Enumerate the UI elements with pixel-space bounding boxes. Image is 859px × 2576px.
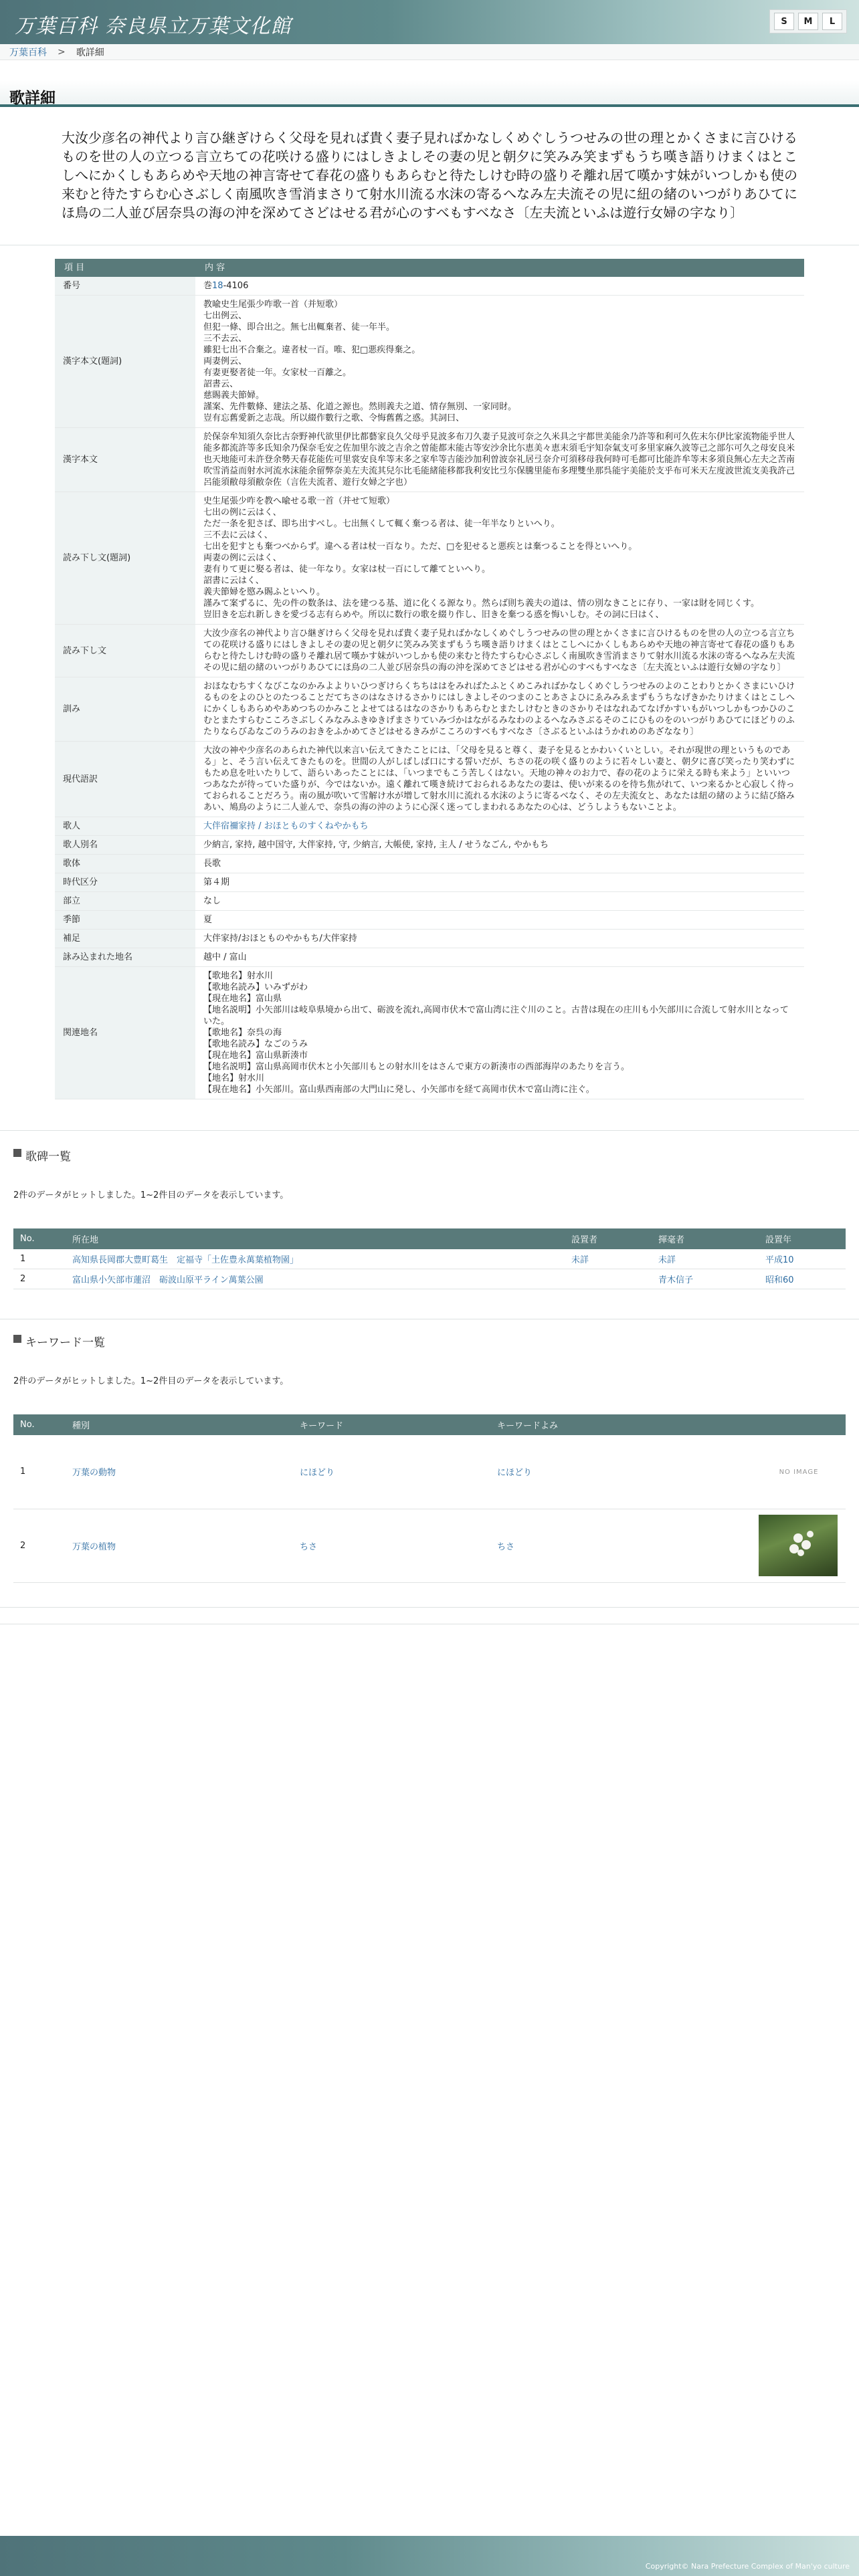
detail-value: なし <box>195 892 804 911</box>
detail-row <box>55 930 804 948</box>
detail-row <box>55 836 804 855</box>
breadcrumb-current: 歌詳細 <box>76 47 104 58</box>
detail-row <box>55 296 804 428</box>
kahi-col-writer: 揮毫者 <box>652 1228 759 1249</box>
detail-row <box>55 892 804 911</box>
detail-value: 史生尾張少咋を教へ喩せる歌一首（并せて短歌） 七出の例に云はく、 ただ一条を犯さば、即ち出すべし。七出無くして輒く棄つる者は、徒一年半なりといへり。 三不去に云はく、 七出を犯すとも棄つべからず。違へる者は杖一百なり。ただ、□を犯せると悪疾とは棄つることを得といへり。 両妻の例に云はく、 妻有りて更に娶る者は、徒一年なり。女家は杖一百にして離てといへり。 詔書に云はく、 義夫節婦を愍み賜ふといへり。 謹みて案ずるに、先の件の数条は、法を建つる基、道に化くる源なり。然らば則ち義夫の道は、情の別なきことに存り、一家は財を同じくす。 豈旧きを忘れ新しきを愛づる志有らめや。所以に数行の歌を綴り作し、旧きを棄つる惑を悔いしむ。その詞に曰はく、 <box>195 492 804 625</box>
kahi-year-link[interactable]: 昭和60 <box>765 1275 794 1285</box>
detail-value: 【歌地名】射水川 【歌地名読み】いみずがわ 【現在地名】富山県 【地名説明】小矢部川は岐阜県境から出て、砺波を流れ,高岡市伏木で富山湾に注ぐ川のこと。古昔は現在の庄川も小矢部川に合流して射水川となっていた。 【歌地名】奈呉の海 【歌地名読み】なごのうみ 【現在地名】富山県新湊市 【地名説明】富山県高岡市伏木と小矢部川もとの射水川をはさんで東方の新湊市の西部海岸のあたりを言う。 【地名】射水川 【現在地名】小矢部川。富山県西南部の大門山に発し、小矢部市を経て高岡市伏木で富山湾に注ぐ。 <box>195 967 804 1099</box>
detail-value: 越中 / 富山 <box>195 948 804 967</box>
poet-link[interactable]: 大伴宿禰家持 / おほとものすくねやかもち <box>203 821 369 831</box>
detail-label: 関連地名 <box>55 967 195 1099</box>
detail-header-content: 内 容 <box>195 259 804 277</box>
detail-label: 番号 <box>55 277 195 296</box>
plant-thumbnail-image[interactable] <box>759 1515 838 1576</box>
detail-table <box>55 259 804 1099</box>
detail-value: 大伴家持/おほとものやかもち/大伴家持 <box>195 930 804 948</box>
font-size-medium-button[interactable]: M <box>798 13 818 30</box>
kahi-section <box>0 1131 859 1289</box>
detail-label: 読み下し文 <box>55 625 195 677</box>
keyword-table <box>13 1414 846 1583</box>
table-row <box>13 1435 846 1509</box>
detail-section <box>0 245 859 1130</box>
keyword-link[interactable]: ちさ <box>300 1541 318 1552</box>
keyword-section-title: キーワード一覧 <box>13 1333 846 1350</box>
detail-label: 季節 <box>55 911 195 930</box>
detail-value: 巻18-4106 <box>195 277 804 296</box>
detail-value: 大汝少彦名の神代より言ひ継ぎけらく父母を見れば貴く妻子見ればかなしくめぐしうつせみの世の理とかくさまに言ひけるものを世の人の立つる言立ちての花咲ける盛りにはしきよしその妻の児と朝夕に笑みみ笑まずもうち嘆き語りけまくはとこしへにかくしもあらめや天地の神言寄せて春花の盛りもあらむと待たしけむ時の盛りそ離れ居て嘆かす妹がいつしかも使の来むと待たすらむ心さぶしく南風吹き雪消まさりて射水川流る水沫の寄るへなみ左夫流その児に紐の緒のいつがりあひてにほ鳥の二人並び居奈呉の海の沖を深めてさどはせる君が心のすべもすべなさ〔左夫流といふは遊行女婦の字なり〕 <box>195 625 804 677</box>
detail-value: 長歌 <box>195 855 804 873</box>
poem-section <box>0 107 859 245</box>
detail-value: 於保奈牟知須久奈比古奈野神代欲里伊比都藝家良久父母乎見波多布刀久妻子見波可奈之久米具之宇都世美能余乃許等和利可久佐末尓伊比家流物能乎世人能多都流許等多氐知余乃保奈毛安之佐加里尓波之吉余之曽能都末能古等安沙余比尓恵美々恵末須毛宇知奈氣支可多里家麻久波等己之部尓可久之母安良米也天地能可未許登余勢天春花能佐可里裳安良牟等末多之家牟等吉能沙加利曽波奈礼居弖奈介可須移母我何時可毛都可比能許牟等末多須良無心左夫之苦南吹雪消益而射水河流水沫能余留弊奈美左夫流其兒尓比毛能緒能移都我利安比弖尓保騰里能布多理雙坐那呉能宇美能於支乎布可米天左度波世流支美我許己呂能須敝母須敝奈佐（言佐夫流者、遊行女婦之字也） <box>195 428 804 492</box>
detail-row <box>55 948 804 967</box>
detail-label: 詠み込まれた地名 <box>55 948 195 967</box>
detail-row <box>55 873 804 892</box>
detail-row <box>55 492 804 625</box>
keyword-hit-text: 2件のデータがヒットしました。1~2件目のデータを表示しています。 <box>13 1376 289 1386</box>
detail-value: 少納言, 家持, 越中国守, 大伴家持, 守, 少納言, 大帳使, 家持, 主人 / せうなごん, やかもち <box>195 836 804 855</box>
kahi-table <box>13 1228 846 1289</box>
kahi-no: 1 <box>13 1249 66 1269</box>
detail-header-item: 項 目 <box>55 259 195 277</box>
site-footer <box>0 2536 859 2576</box>
detail-label: 読み下し文(題詞) <box>55 492 195 625</box>
kahi-location-link[interactable]: 高知県長岡郡大豊町葛生 定福寺「土佐豊永萬葉植物園」 <box>72 1255 299 1265</box>
detail-row <box>55 677 804 742</box>
detail-label: 補足 <box>55 930 195 948</box>
detail-row <box>55 855 804 873</box>
kahi-setter <box>565 1269 652 1289</box>
kahi-col-no: No. <box>13 1228 66 1249</box>
font-size-large-button[interactable]: L <box>822 13 842 30</box>
keyword-no: 2 <box>13 1509 66 1582</box>
kahi-hit-text: 2件のデータがヒットしました。1~2件目のデータを表示しています。 <box>13 1190 289 1200</box>
kahi-year-link[interactable]: 平成10 <box>765 1255 794 1265</box>
breadcrumb-home-link[interactable]: 万葉百科 <box>9 47 47 58</box>
detail-row <box>55 625 804 677</box>
keyword-col-image <box>752 1414 846 1435</box>
keyword-col-no: No. <box>13 1414 66 1435</box>
detail-label: 歌人別名 <box>55 836 195 855</box>
table-row <box>13 1249 846 1269</box>
divider <box>0 1607 859 1608</box>
keyword-reading-link[interactable]: にほどり <box>497 1468 533 1479</box>
table-row <box>13 1269 846 1289</box>
detail-row <box>55 817 804 836</box>
kahi-no: 2 <box>13 1269 66 1289</box>
detail-value: 大汝の神や少彦名のあられた神代以来言い伝えてきたことには、「父母を見ると尊く、妻子を見るとかわいくいとしい。それが現世の理というものである」と、そう言い伝えてきたものを。世間の人がしばしば口にする誓いだが、ちさの花の咲く盛りのように若々しい妻と、朝夕に喜び笑ったり笑わずにもため息を吐いたりして、語らいあったことには、「いつまでもこう苦しくはない。天地の神々のお力で、春の花のように栄える時も来よう」といいつつあなたが待っていた盛りが、今ではないか。遠く離れて嘆き続けておられるあなたの妻は、使いが来るのを待ち焦がれて、いつ来るかと心寂しく待っておられることだろう。南の風が吹いて雪解け水が増して射水川に流れる水沫のように寄るべなく、その左夫流女と、あなたは紐の緒のように結び絡みあい、鳩鳥のように二人並んで、奈呉の海の沖のように心深く迷ってしまわれるあなたの心は、どうしようもないことよ。 <box>195 742 804 817</box>
keyword-type-link[interactable]: 万葉の植物 <box>72 1541 116 1552</box>
kahi-writer-link[interactable]: 青木信子 <box>658 1275 694 1285</box>
kahi-col-location: 所在地 <box>66 1228 511 1249</box>
keyword-reading-link[interactable]: ちさ <box>497 1541 515 1552</box>
page-heading <box>0 80 859 107</box>
detail-value: 夏 <box>195 911 804 930</box>
detail-value <box>195 817 804 836</box>
detail-label: 現代語訳 <box>55 742 195 817</box>
site-title[interactable]: 万葉百科 奈良県立万葉文化館 <box>15 15 292 38</box>
font-size-small-button[interactable]: S <box>774 13 794 30</box>
detail-label: 訓み <box>55 677 195 742</box>
detail-row <box>55 911 804 930</box>
keyword-type-link[interactable]: 万葉の動物 <box>72 1468 116 1479</box>
detail-value: 第４期 <box>195 873 804 892</box>
detail-row <box>55 277 804 296</box>
detail-row <box>55 428 804 492</box>
detail-label: 漢字本文 <box>55 428 195 492</box>
no-image-label: NO IMAGE <box>779 1469 819 1477</box>
keyword-col-keyword: キーワード <box>293 1414 490 1435</box>
detail-value: おほなむちすくなびこなのかみよよりいひつぎけらくちちははをみればたふとくめこみればかなしくめぐしうつせみのよのことわりとかくさまにいひけるものをよのひとのたつることだてちさのはなさけるさかりにはしきよしそのつまのことあさよひにゑみみゑまずもうちなげきかたりけまくはとこしへにかくしもあらめやあめつちのかみことよせてはるはなのさかりもあらむとまたしけむときのさかりそはなれゐてなげかすいもがいつしかもつかひのこむとまたすらむこころさぶしくみなみふきゆきげまさりていみづかはながるみなわのよるへなみさぶるそのこにひものをのいつがりあひてにほどりのふたりならびゐなごのうみのおきをふかめてさどはせるきみがこころのすべもすべなさ〔さぶるといふはうかれめのあざななり〕 <box>195 677 804 742</box>
font-size-switcher <box>769 9 847 33</box>
site-header <box>0 0 859 44</box>
keyword-section <box>0 1319 859 1583</box>
detail-label: 時代区分 <box>55 873 195 892</box>
detail-value: 教喩史生尾張少咋歌一首（并短歌） 七出例云、 但犯一條、即合出之。無七出輒棄者、徒一年半。 三不去云、 雖犯七出不合棄之。違者杖一百。唯、犯□悪疾得棄之。 両妻例云、 有妻更娶者徒一年。女家杖一百離之。 詔書云、 慈賜義夫節婦。 謹案、先件數條、建法之基、化道之源也。然則義夫之道、情存無別、一家同財。 豈有忘舊愛新之志哉。所以綴作數行之歌、令悔舊舊之惑。其詞曰、 <box>195 296 804 428</box>
keyword-col-type: 種別 <box>66 1414 293 1435</box>
copyright-text: Copyright© Nara Prefecture Complex of Man'yo culture <box>645 2562 850 2571</box>
detail-row <box>55 967 804 1099</box>
kahi-col-setter: 設置者 <box>565 1228 652 1249</box>
keyword-link[interactable]: にほどり <box>300 1468 335 1479</box>
kahi-location-link[interactable]: 富山県小矢部市蓮沼 砺波山原平ライン萬葉公園 <box>72 1275 264 1285</box>
kahi-section-title: 歌碑一覧 <box>13 1147 846 1164</box>
breadcrumb <box>0 44 859 60</box>
kahi-writer-link[interactable]: 未詳 <box>658 1255 676 1265</box>
keyword-col-reading: キーワードよみ <box>490 1414 752 1435</box>
detail-label: 歌体 <box>55 855 195 873</box>
detail-label: 部立 <box>55 892 195 911</box>
kahi-col-year: 設置年 <box>759 1228 846 1249</box>
page-title: 歌詳細 <box>9 90 56 107</box>
detail-label: 歌人 <box>55 817 195 836</box>
kahi-setter-link[interactable]: 未詳 <box>571 1255 589 1265</box>
volume-link[interactable]: 18 <box>212 281 223 291</box>
kahi-col-blank <box>511 1228 565 1249</box>
breadcrumb-separator: > <box>58 46 66 58</box>
table-row <box>13 1509 846 1582</box>
poem-text: 大汝少彦名の神代より言ひ継ぎけらく父母を見れば貴く妻子見ればかなしくめぐしうつせみの世の理とかくさまに言ひけるものを世の人の立つる言立ちての花咲ける盛りにはしきよしその妻の児と朝夕に笑みみ笑まずもうち嘆き語りけまくはとこしへにかくしもあらめや天地の神言寄せて春花の盛りもあらむと待たしけむ時の盛りそ離れ居て嘆かす妹がいつしかも使の来むと待たすらむ心さぶしく南風吹き雪消まさりて射水川流る水沫の寄るへなみ左夫流その児に紐の緒のいつがりあひてにほ鳥の二人並び居奈呉の海の沖を深めてさどはせる君が心のすべもすべなさ〔左夫流といふは遊行女婦の字なり〕 <box>62 130 797 221</box>
detail-label: 漢字本文(題詞) <box>55 296 195 428</box>
detail-row <box>55 742 804 817</box>
keyword-no: 1 <box>13 1435 66 1509</box>
